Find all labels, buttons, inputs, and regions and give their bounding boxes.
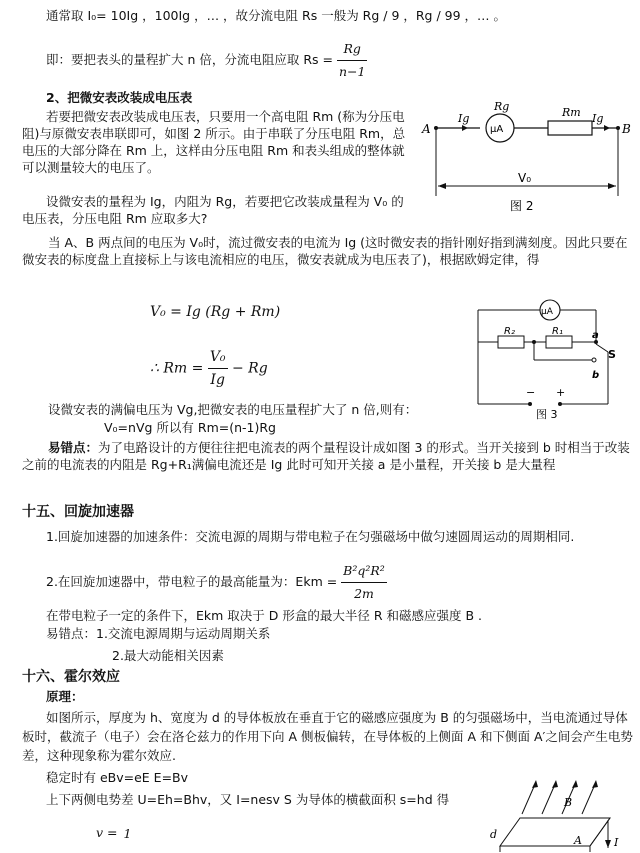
- equation-rm-lhs: ∴ Rm =: [150, 360, 204, 377]
- paragraph-4: 设微安表的满偏电压为 Vg,把微安表的电压量程扩大了 n 倍,则有：: [48, 402, 418, 417]
- velocity-lhs: v =: [96, 825, 118, 840]
- heading-principle: 原理：: [46, 689, 84, 704]
- paragraph-15: [96, 822, 133, 845]
- fig3-label-s: S: [608, 348, 616, 361]
- figure-2-circuit: [418, 96, 640, 220]
- fig3-caption: 图 3: [536, 408, 558, 421]
- pitfall-text: 为了电路设计的方便往往把电流表的两个量程设计成如图 3 的形式。当开关接到 b 时相当于改装之前的电流表的内阻是 Rg+R₁满偏电流还是 Ig 此时可知开关接 a 是小量程，开关接 b 是大量程: [22, 440, 630, 472]
- paragraph-3: 当 A、B 两点间的电压为 V₀时，流过微安表的电流为 Ig (这时微安表的指针刚好指到满刻度。因此只要在微安表的标度盘上直接标上与该电流相应的电压，微安表就成为电压表了)，根据欧姆定律，得: [22, 235, 628, 267]
- heading-hall-effect: 十六、霍尔效应: [22, 669, 120, 685]
- fig3-label-r1: R₁: [552, 326, 563, 337]
- figure-4-hall: [480, 768, 640, 853]
- shunt-formula-text: 即：要把表头的量程扩大 n 倍，分流电阻应取 Rs =: [46, 52, 333, 67]
- paragraph-6: [22, 439, 634, 473]
- equation-rm-num: V₀: [209, 349, 226, 365]
- paragraph-11: 2.最大动能相关因素: [112, 648, 224, 663]
- fig3-label-b: b: [592, 370, 600, 381]
- velocity-fraction: [122, 823, 134, 845]
- fig3-label-minus: −: [526, 386, 536, 399]
- text-line-1: 通常取 I₀= 10Ig ，100Ig ，… ，故分流电阻 Rs 一般为 Rg / 9 ，Rg / 99 ，… 。: [46, 8, 506, 23]
- fig4-label-i: I: [614, 836, 619, 849]
- equation-rm: [150, 346, 268, 391]
- equation-rm-den: Ig: [208, 368, 228, 391]
- fig3-meter-label: μA: [541, 307, 553, 317]
- paragraph-1: 若要把微安表改装成电压表，只要用一个高电阻 Rm (称为分压电阻)与原微安表串联即可，如图 2 所示。由于串联了分压电阻 Rm，总电压的大部分降在 Rm 上，这样由分压电阻 Rm 和表头组成的整体就可以测量较大的电压了。: [22, 109, 406, 175]
- fig2-label-ig-left: Ig: [458, 112, 470, 125]
- shunt-fraction: [337, 38, 367, 83]
- fig2-label-rg: Rg: [494, 100, 510, 113]
- paragraph-7: 1.回旋加速器的加速条件：交流电源的周期与带电粒子在匀强磁场中做匀速圆周运动的周期相同.: [46, 529, 575, 544]
- paragraph-14: 上下两侧电势差 U=Eh=Bhv，又 I=nesv S 为导体的横截面积 s=hd 得: [46, 792, 450, 807]
- paragraph-9: 在带电粒子一定的条件下，Ekm 取决于 D 形盒的最大半径 R 和磁感应强度 B .: [46, 608, 482, 623]
- fig3-label-a: a: [592, 330, 599, 341]
- ekm-den: 2m: [341, 582, 387, 605]
- paragraph-8: [46, 560, 387, 605]
- heading-cyclotron: 十五、回旋加速器: [22, 504, 134, 520]
- figure-3-circuit: [468, 296, 618, 422]
- velocity-num: 1: [123, 825, 132, 841]
- shunt-fraction-den: n−1: [337, 60, 367, 83]
- shunt-fraction-num: Rg: [343, 41, 361, 56]
- fig2-label-ig-right: Ig: [592, 112, 604, 125]
- fig2-caption: 图 2: [510, 199, 534, 213]
- fig2-label-v0: V₀: [518, 171, 532, 185]
- equation-v0: V₀ = Ig (Rg + Rm): [150, 304, 281, 320]
- fig2-label-a: A: [422, 122, 431, 136]
- fig2-label-rm: Rm: [562, 106, 581, 119]
- fig4-label-d: d: [490, 828, 498, 841]
- heading-voltmeter: 2、把微安表改装成电压表: [46, 90, 193, 105]
- ekm-text: 2.在回旋加速器中，带电粒子的最高能量为：Ekm =: [46, 574, 338, 589]
- fig4-label-b: B: [564, 796, 573, 809]
- paragraph-13: 稳定时有 eBv=eE E=Bv: [46, 770, 189, 785]
- shunt-formula-line: [46, 38, 367, 83]
- paragraph-2: 设微安表的量程为 Ig，内阻为 Rg，若要把它改装成量程为 V₀ 的电压表，分压电阻 Rm 应取多大?: [22, 194, 404, 226]
- pitfall-label: 易错点：: [48, 440, 99, 455]
- fig4-label-a: A: [574, 834, 582, 847]
- equation-rm-rhs: − Rg: [232, 360, 268, 377]
- fig3-label-plus: +: [556, 386, 566, 399]
- ekm-fraction: [341, 560, 387, 605]
- fig2-meter-label: μA: [490, 124, 504, 135]
- paragraph-12: 如图所示，厚度为 h、宽度为 d 的导体板放在垂直于它的磁感应强度为 B 的匀强磁场中，当电流通过导体板时，截流子（电子）会在洛仑兹力的作用下向 A 侧板偏转，在导体板的上侧面 A 和下侧面 A′之间会产生电势差，这种现象称为霍尔效应.: [22, 710, 633, 763]
- fig2-label-b: B: [622, 122, 631, 136]
- ekm-num: B²q²R²: [343, 563, 385, 578]
- paragraph-5: V₀=nVg 所以有 Rm=(n-1)Rg: [104, 420, 276, 435]
- fig3-label-r2: R₂: [504, 326, 515, 337]
- equation-rm-fraction: [208, 346, 228, 391]
- paragraph-10: 易错点：1.交流电源周期与运动周期关系: [46, 626, 271, 641]
